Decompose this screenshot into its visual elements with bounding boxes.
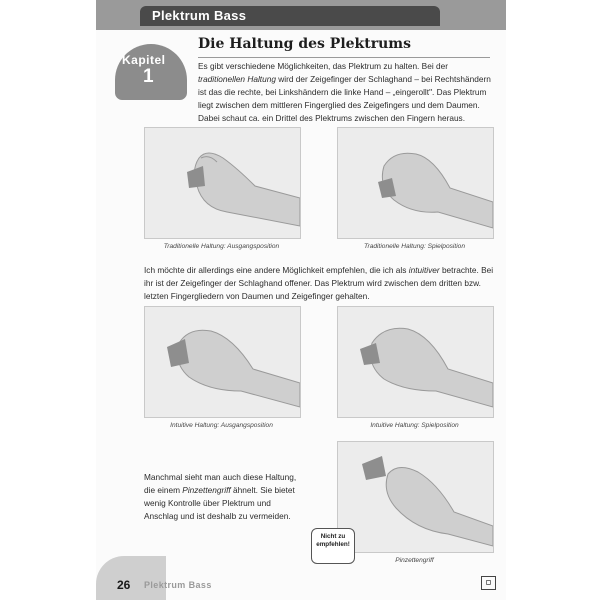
- middle-paragraph: Ich möchte dir allerdings eine andere Möglichkeit empfehlen, die ich als intuitiver betrachte. Bei ihr ist der Zeigefinger der Schlaghand offener. Das Plektrum wird zwischen dem dritten bzw. letzten Fingergliedern von Daumen und Zeigefinger gehalten.: [144, 265, 494, 301]
- hand-illustration: [145, 307, 300, 417]
- hand-illustration: [145, 128, 300, 238]
- middle-emphasis: intuitiver: [408, 265, 440, 275]
- intro-paragraph: Es gibt verschiedene Möglichkeiten, das Plektrum zu halten. Bei der traditionellen Haltung wird der Zeigefinger der Schlaghand – bei Rechtshändern ist das die rechte, bei Linkshändern die linke Hand – „eingerollt". Das Plektrum liegt zwischen dem mittleren Fingerglied des Zeigefingers und dem Daumen. Dabei schaut ca. ein Drittel des Plektrums zwischen den Fingern heraus.: [198, 61, 491, 123]
- hand-illustration: [338, 307, 493, 417]
- caption-tweezer-grip: Pinzettengriff: [395, 557, 434, 564]
- lower-paragraph: Manchmal sieht man auch diese Haltung, die einem Pinzettengriff ähnelt. Sie bietet wenig Kontrolle über Plektrum und Anschlag und ist deshalb zu vermeiden.: [144, 472, 297, 521]
- hand-illustration: [338, 442, 493, 552]
- footer-title: Plektrum Bass: [144, 580, 212, 590]
- title-rule: [198, 57, 490, 58]
- section-title: Die Haltung des Plektrums: [198, 36, 411, 52]
- caption-intuitive-start: Intuitive Haltung: Ausgangsposition: [170, 422, 273, 429]
- chapter-number: 1: [143, 66, 154, 87]
- hand-illustration: [338, 128, 493, 238]
- header-title: Plektrum Bass: [152, 8, 247, 23]
- photo-intuitive-start: [144, 306, 301, 418]
- chapter-label: Kapitel: [122, 53, 166, 67]
- intro-emphasis: traditionellen Haltung: [198, 74, 276, 84]
- photo-traditional-start: [144, 127, 301, 239]
- footer-tab: [96, 556, 166, 600]
- photo-intuitive-play: [337, 306, 494, 418]
- publisher-logo: ▢: [481, 576, 496, 590]
- photo-tweezer-grip: [337, 441, 494, 553]
- caption-intuitive-play: Intuitive Haltung: Spielposition: [370, 422, 459, 429]
- lower-emphasis: Pinzettengriff: [182, 485, 231, 495]
- caption-traditional-play: Traditionelle Haltung: Spielposition: [363, 243, 466, 250]
- photo-traditional-play: [337, 127, 494, 239]
- warning-text: Nicht zu empfehlen!: [316, 533, 350, 548]
- caption-traditional-start: Traditionelle Haltung: Ausgangsposition: [163, 243, 280, 250]
- page-number: 26: [117, 578, 131, 592]
